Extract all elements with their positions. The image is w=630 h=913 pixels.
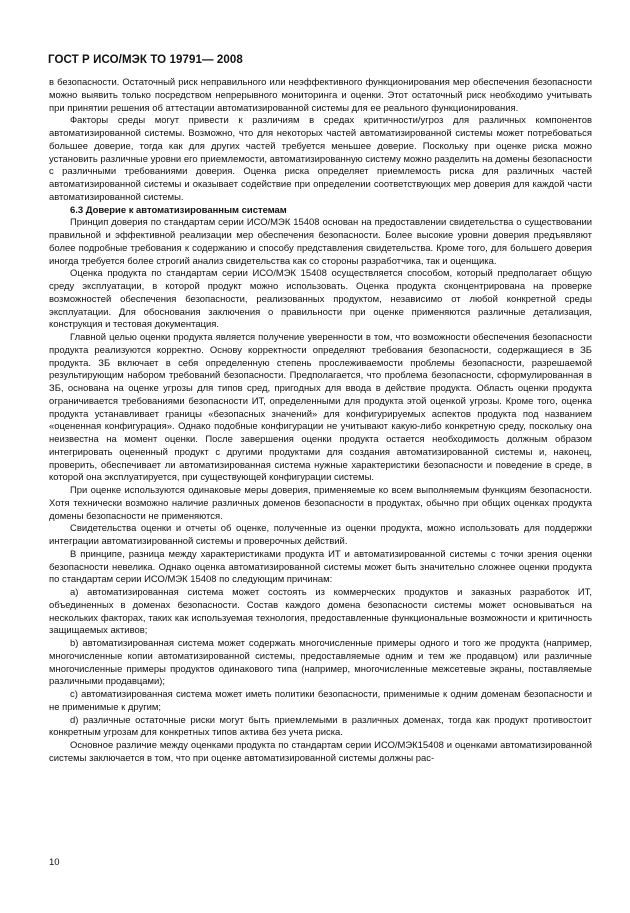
paragraph-evidence-reuse: Свидетельства оценки и отчеты об оценке, полученные из оценки продукта, можно использовать для поддержки интеграции автоматизированной системы и проверочных действий. <box>49 523 592 547</box>
list-item-a: а) автоматизированная система может состоять из коммерческих продуктов и заказных разработок ИТ, объединенных в доменах безопасности. Состав каждого домена безопасности системы может основываться на нескольких факторах, таких как используемая технология, предоставленные функциональные возможности и критичность защищаемых активов; <box>49 587 592 637</box>
paragraph-continuation: в безопасности. Остаточный риск неправильного или неэффективного функционирования мер обеспечения безопасности можно выявить только посредством непрерывного мониторинга и оценки. Этот остаточный риск необходимо учитывать при принятии решения об аттестации автоматизированной системы для ее реального функционирования. <box>49 77 592 114</box>
paragraph-differences-intro: В принципе, разница между характеристиками продукта ИТ и автоматизированной системы с точки зрения оценки безопасности невелика. Однако оценка автоматизированной системы может быть значительно сложнее оценки продукта по стандартам серии ИСО/МЭК 15408 по следующим причинам: <box>49 548 592 586</box>
running-header: ГОСТ Р ИСО/МЭК ТО 19791— 2008 <box>48 54 243 66</box>
section-heading-6-3: 6.3 Доверие к автоматизированным системам <box>70 204 287 216</box>
paragraph-product-evaluation: Оценка продукта по стандартам серии ИСО/МЭК 15408 осуществляется способом, который предполагает общую среду эксплуатации, в которой продукт можно использовать. Оценка продукта сконцентрирована на проверке возможностей обеспечения безопасности, реализованных продуктом, независимо от любой конкретной среды эксплуатации. Для обоснования заключения о правильности при оценке применяются различные детализация, конструкция и тестовая документация. <box>49 268 592 331</box>
body-text <box>49 77 592 766</box>
page-number: 10 <box>49 857 60 868</box>
paragraph-main-difference: Основное различие между оценками продукта по стандартам серии ИСО/МЭК15408 и оценками автоматизированной системы заключается в том, что при оценке автоматизированной системы должны рас- <box>49 740 592 764</box>
paragraph-evaluation-goal: Главной целью оценки продукта является получение уверенности в том, что возможности обеспечения безопасности продукта реализуются корректно. Основу корректности определяют требования безопасности, содержащиеся в ЗБ продукта. ЗБ включает в себя определенную степень прослеживаемости проблемы безопасности, разрешаемой результирующим набором требований безопасности. Предполагается, что проблема безопасности, сформулированная в ЗБ, основана на оценке угрозы для типов сред, пригодных для ввода в действие продукта. Область оценки продукта ограничивается требованиями безопасности ИТ, определенными для продукта этой оценкой угрозы. Кроме того, оценка продукта устанавливает границы «безопасных значений» для конфигурируемых аспектов продукта под названием «оцененная конфигурация». Однако подобные конфигурации не учитывают какую-либо конкретную среду, поскольку она неизвестна на момент оценки. После завершения оценки продукта остается необходимость должным образом интегрировать оцененный продукт с другими продуктами для создания автоматизированной системы и, наконец, проверить, обеспечивает ли автоматизированная система нужные характеристики безопасности и поведение в среде, в которой она эксплуатируется, при существующей конфигурации системы. <box>49 332 592 484</box>
paragraph-assurance-principle: Принцип доверия по стандартам серии ИСО/МЭК 15408 основан на предоставлении свидетельства о существовании правильной и эффективной реализации мер обеспечения безопасности. Более высокие уровни доверия предъявляют более подробные требования к содержанию и способу представления свидетельства. Кроме того, для большего доверия иногда требуется более строгий анализ свидетельства как со стороны разработчика, так и оценщика. <box>49 217 592 267</box>
list-item-c: с) автоматизированная система может иметь политики безопасности, применимые к одним доменам безопасности и не применимые к другим; <box>49 689 592 713</box>
paragraph-same-assurance: При оценке используются одинаковые меры доверия, применяемые ко всем выполняемым функциям безопасности. Хотя технически возможно наличие различных доменов безопасности в продуктах, обычно при общих оценках продукта домены безопасности не применяются. <box>49 485 592 522</box>
list-item-b: b) автоматизированная система может содержать многочисленные примеры одного и того же продукта (например, многочисленные копии автоматизированной системы, предоставляемые одним и тем же продавцом) или различные многочисленные примеры продуктов одинакового типа (например, многочисленные межсетевые экраны, поставляемые различными продавцами); <box>49 638 592 688</box>
paragraph-environment-factors: Факторы среды могут привести к различиям в средах критичности/угроз для различных компонентов автоматизированной системы. Возможно, что для некоторых частей автоматизированной системы может потребоваться большее доверие, тогда как для других частей требуется меньшее доверие. Поскольку при оценке риска можно установить различные уровни его приемлемости, автоматизированную систему можно разделить на домены безопасности с различными требованиями доверия. Оценка риска определяет приемлемость риска для различных частей автоматизированной системы и оказывает содействие при определении соответствующих мер доверия для каждой части автоматизированной системы. <box>49 115 592 203</box>
list-item-d: d) различные остаточные риски могут быть приемлемыми в различных доменах, тогда как продукт противостоит конкретным угрозам для конкретных типов актива без учета риска. <box>49 714 592 739</box>
